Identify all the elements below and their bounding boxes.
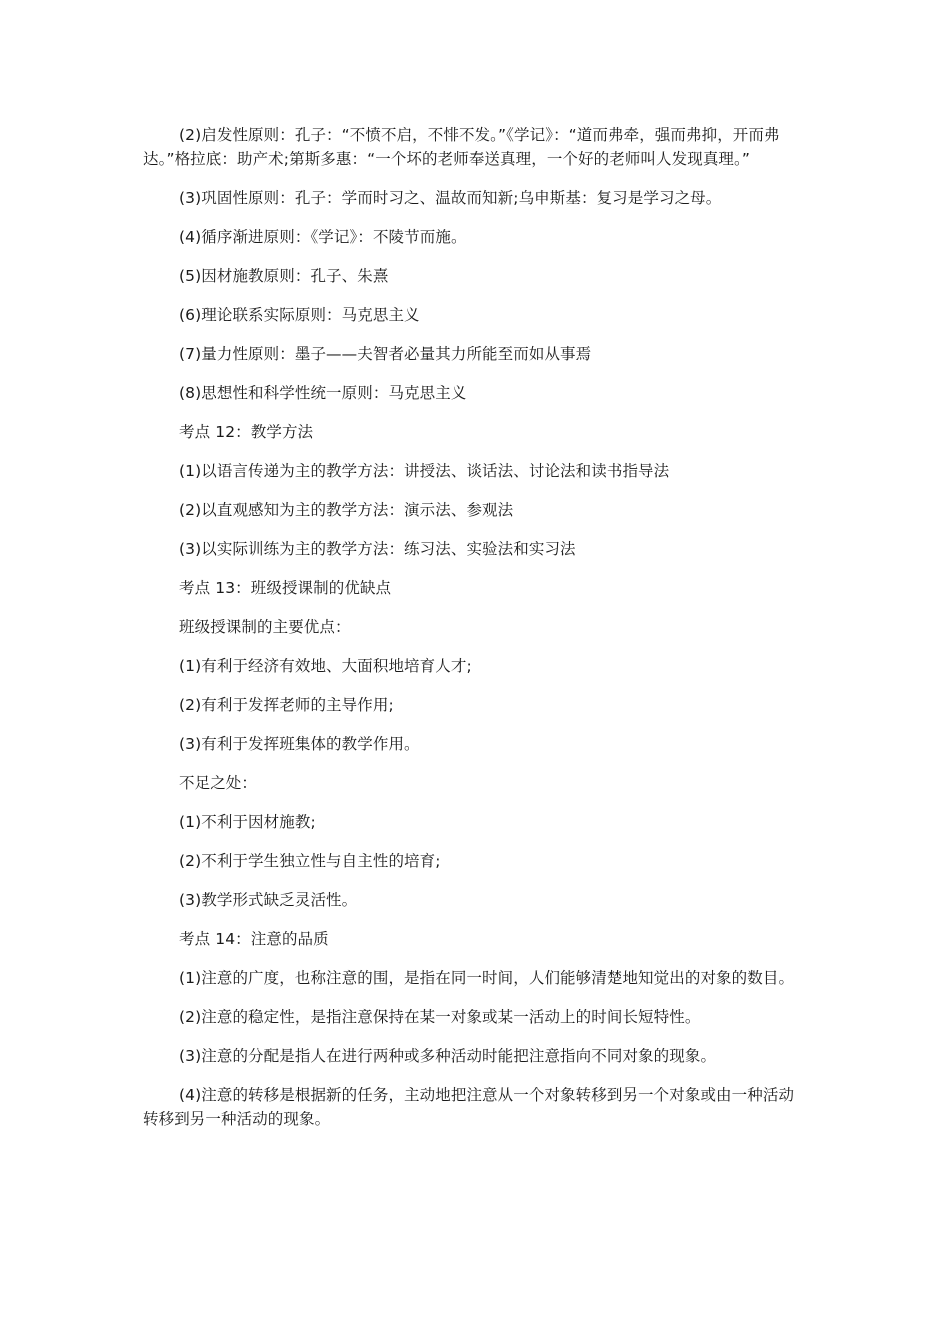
paragraph-shortcoming-2: (2)不利于学生独立性与自主性的培育; [179, 852, 441, 870]
paragraph-advantage-3: (3)有利于发挥班集体的教学作用。 [179, 735, 420, 753]
paragraph-principle-theory-practice: (6)理论联系实际原则：马克思主义 [179, 306, 420, 324]
section-heading-12: 考点 12：教学方法 [179, 423, 314, 441]
paragraph-principle-gradual: (4)循序渐进原则：《学记》：不陵节而施。 [179, 228, 467, 246]
paragraph-method-practice: (3)以实际训练为主的教学方法：练习法、实验法和实习法 [179, 540, 576, 558]
paragraph-attention-distribution: (3)注意的分配是指人在进行两种或多种活动时能把注意指向不同对象的现象。 [179, 1047, 717, 1065]
paragraph-attention-shift: (4)注意的转移是根据新的任务，主动地把注意从一个对象转移到另一个对象或由一种活动转移到另一种活动的现象。 [143, 1086, 795, 1128]
paragraph-method-language: (1)以语言传递为主的教学方法：讲授法、谈话法、讨论法和读书指导法 [179, 462, 670, 480]
paragraph-principle-capacity: (7)量力性原则：墨子——夫智者必量其力所能至而如从事焉 [179, 345, 592, 363]
paragraph-advantage-2: (2)有利于发挥老师的主导作用; [179, 696, 394, 714]
paragraph-attention-breadth: (1)注意的广度，也称注意的围，是指在同一时间，人们能够清楚地知觉出的对象的数目。 [179, 969, 795, 987]
paragraph-attention-stability: (2)注意的稳定性，是指注意保持在某一对象或某一活动上的时间长短特性。 [179, 1008, 701, 1026]
paragraph-advantage-1: (1)有利于经济有效地、大面积地培育人才; [179, 657, 472, 675]
paragraph-principle-individual: (5)因材施教原则：孔子、朱熹 [179, 267, 389, 285]
section-heading-13: 考点 13：班级授课制的优缺点 [179, 579, 392, 597]
paragraph-shortcomings-intro: 不足之处： [179, 774, 258, 792]
paragraph-shortcoming-1: (1)不利于因材施教; [179, 813, 316, 831]
section-heading-14: 考点 14：注意的品质 [179, 930, 329, 948]
document-body [143, 123, 807, 1146]
paragraph-principle-unity: (8)思想性和科学性统一原则：马克思主义 [179, 384, 467, 402]
paragraph-principle-heuristic: (2)启发性原则：孔子：“不愤不启，不悱不发。”《学记》：“道而弗牵，强而弗抑，开而弗达。”格拉底：助产术;第斯多惠：“一个坏的老师奉送真理，一个好的老师叫人发现真理。” [143, 126, 780, 168]
paragraph-shortcoming-3: (3)教学形式缺乏灵活性。 [179, 891, 358, 909]
paragraph-principle-consolidation: (3)巩固性原则：孔子：学而时习之、温故而知新;乌申斯基：复习是学习之母。 [179, 189, 722, 207]
paragraph-advantages-intro: 班级授课制的主要优点： [179, 618, 351, 636]
paragraph-method-visual: (2)以直观感知为主的教学方法：演示法、参观法 [179, 501, 514, 519]
